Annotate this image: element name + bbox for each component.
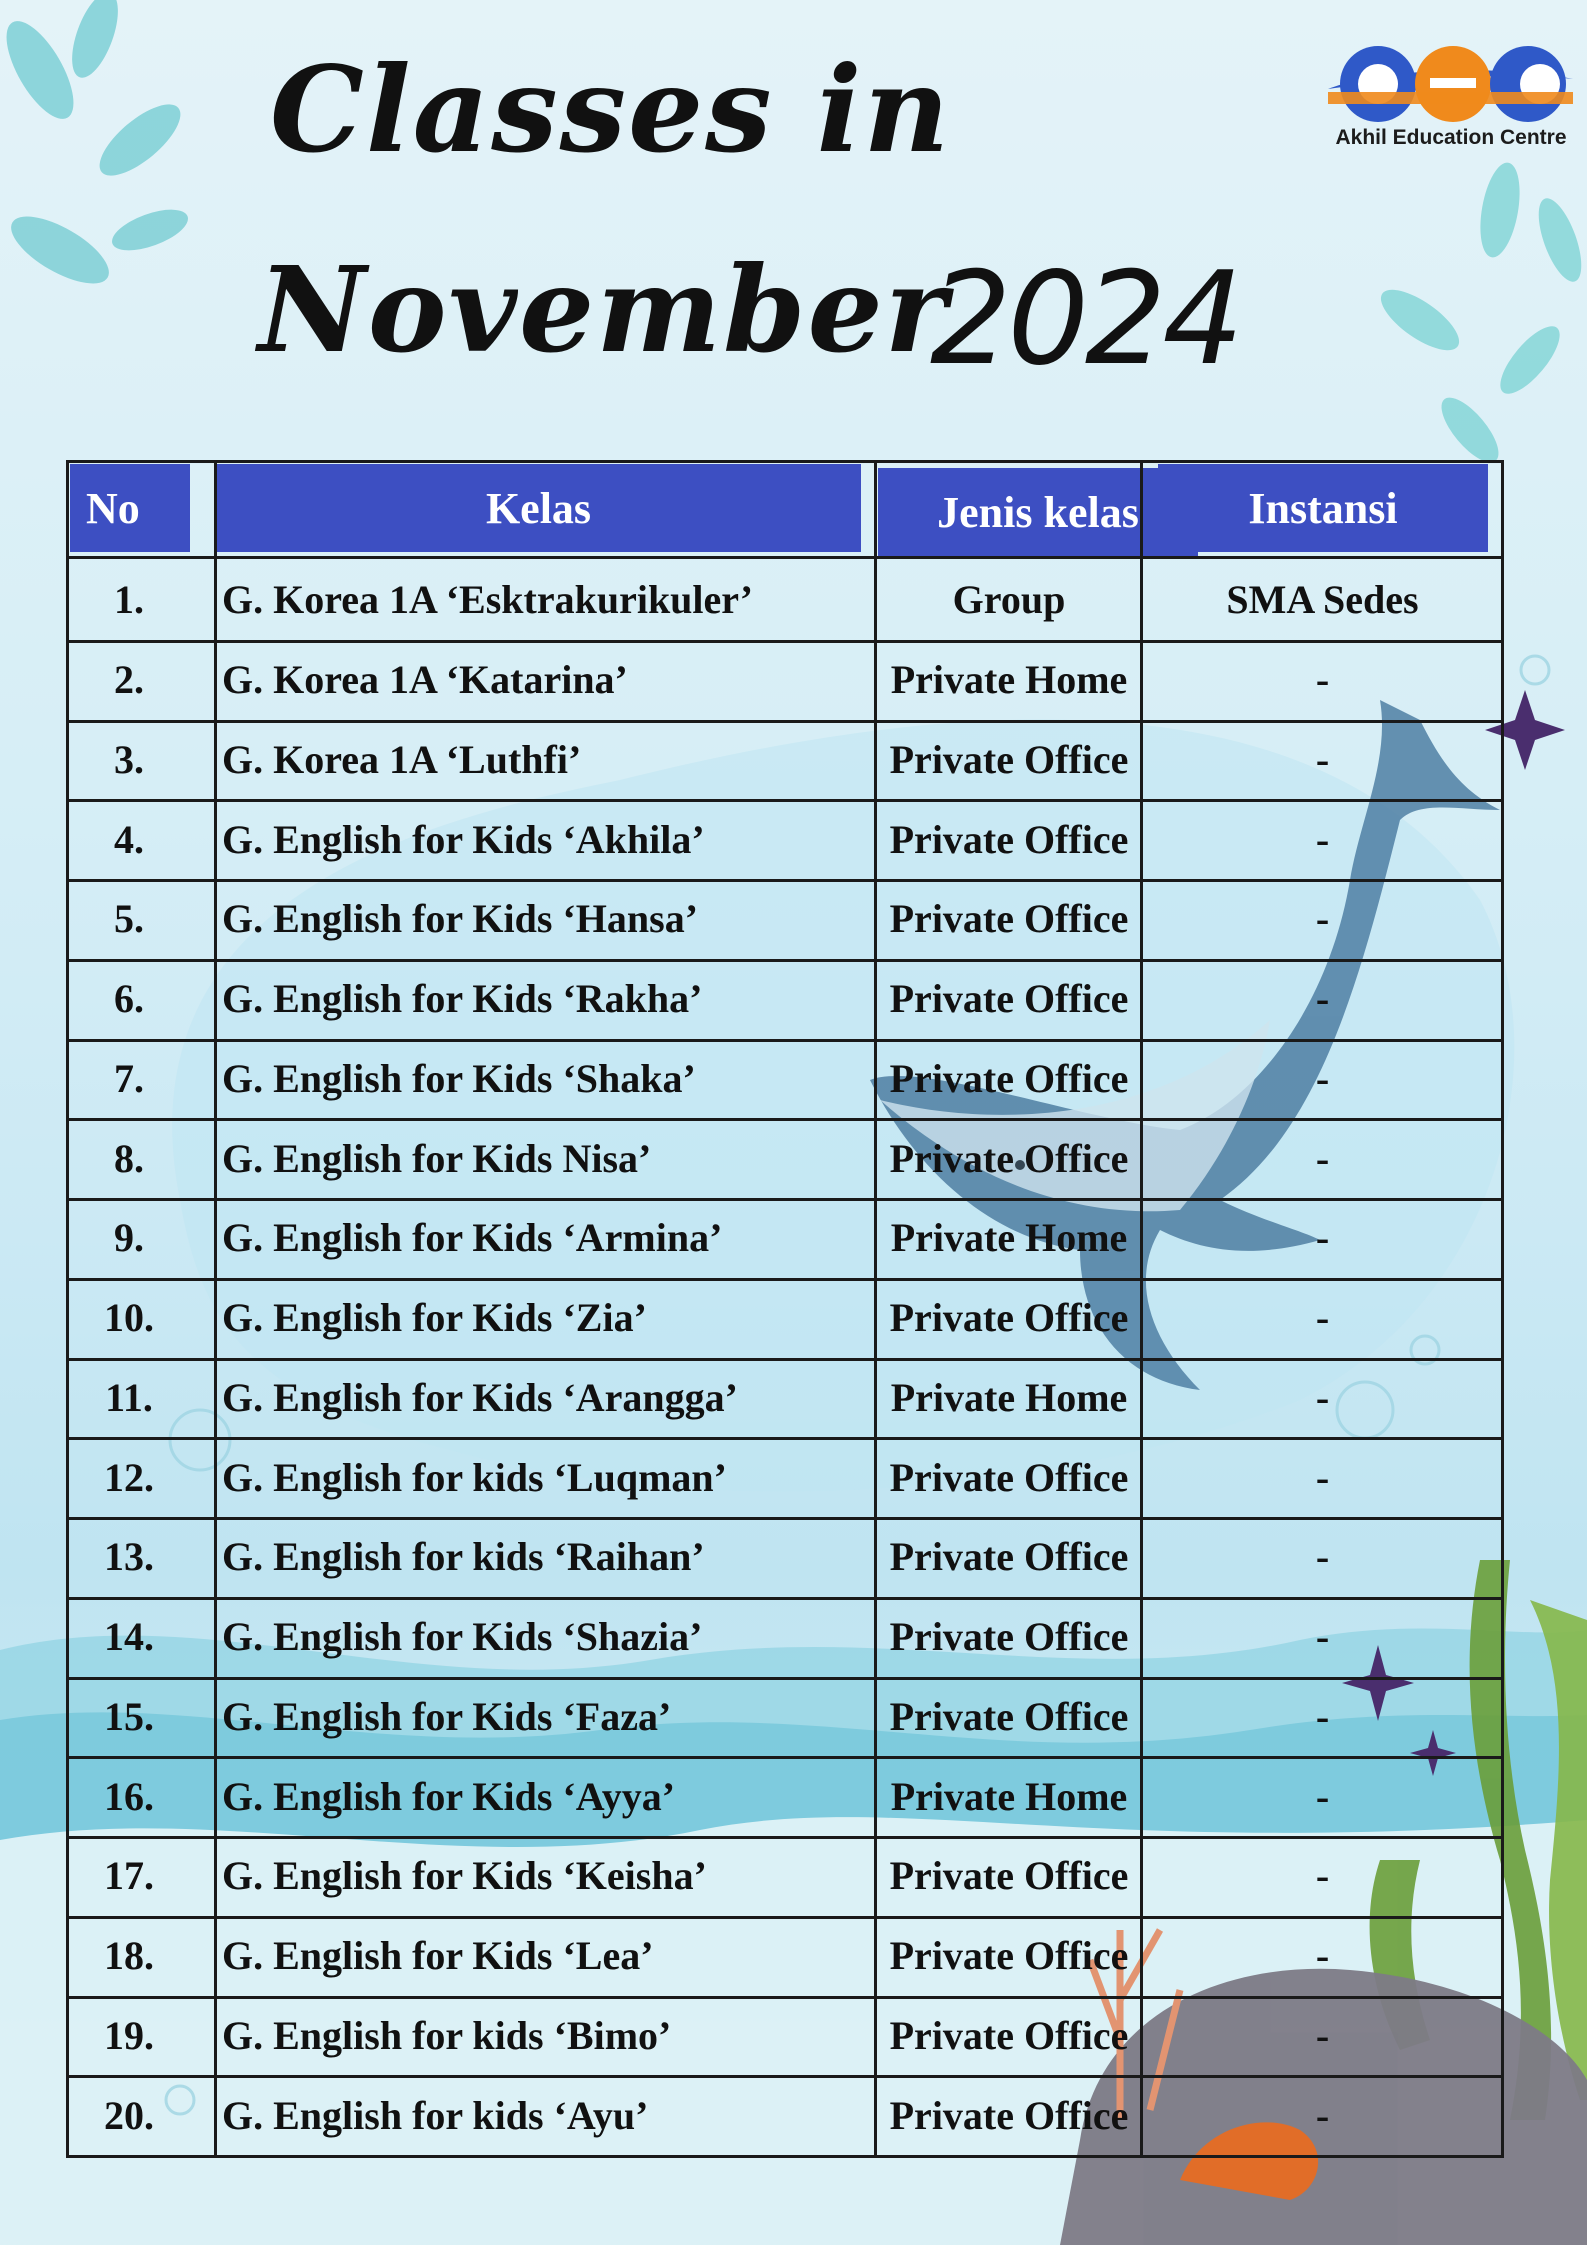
cell-kelas: G. English for Kids Nisa’ [222,1135,652,1181]
cell-instansi: - [1315,1374,1330,1420]
cell-instansi: - [1315,2092,1330,2138]
cell-no: 16. [104,1773,154,1819]
cell-jenis-kelas: Private Office [889,1693,1129,1739]
row-divider [66,799,1504,802]
row-divider [66,1437,1504,1440]
table-row [66,1039,1504,1119]
cell-no: 4. [114,816,144,862]
row-divider [66,1039,1504,1042]
cell-jenis-kelas: Private Home [890,1773,1128,1819]
cell-jenis-kelas: Private Office [889,1933,1129,1979]
table-row [66,2075,1504,2155]
table-row [66,959,1504,1039]
cell-kelas: G. English for Kids ‘Rakha’ [222,976,703,1022]
cell-instansi: - [1315,1215,1330,1261]
cell-kelas: G. English for kids ‘Bimo’ [222,2012,672,2058]
column-header-jenis-kelas: Jenis kelas [878,468,1198,556]
cell-instansi: - [1315,1773,1330,1819]
cell-kelas: G. English for Kids ‘Shaka’ [222,1055,696,1101]
cell-no: 19. [104,2012,154,2058]
cell-no: 8. [114,1135,144,1181]
cell-kelas: G. English for kids ‘Luqman’ [222,1454,727,1500]
page-title-line1: Classes in [270,40,952,179]
cell-kelas: G. Korea 1A ‘Luthfi’ [222,736,582,782]
cell-instansi: - [1315,1055,1330,1101]
cell-kelas: G. English for kids ‘Raihan’ [222,1534,705,1580]
row-divider [66,959,1504,962]
table-row [66,1437,1504,1517]
cell-instansi: - [1315,1614,1330,1660]
cell-jenis-kelas: Private Office [889,1534,1129,1580]
cell-no: 18. [104,1933,154,1979]
row-divider [66,1756,1504,1759]
cell-kelas: G. English for Kids ‘Armina’ [222,1215,723,1261]
row-divider [66,2155,1504,2158]
cell-jenis-kelas: Private Office [889,1295,1129,1341]
table-row [66,1517,1504,1597]
table-row [66,720,1504,800]
cell-no: 7. [114,1055,144,1101]
cell-jenis-kelas: Private Office [889,2092,1129,2138]
cell-jenis-kelas: Private Home [890,1374,1128,1420]
cell-kelas: G. English for Kids ‘Lea’ [222,1933,654,1979]
column-divider [214,460,217,2155]
cell-instansi: - [1315,1295,1330,1341]
cell-jenis-kelas: Private Office [889,1055,1129,1101]
cell-jenis-kelas: Private Office [889,976,1129,1022]
row-divider [66,1916,1504,1919]
cell-no: 13. [104,1534,154,1580]
table-row [66,1198,1504,1278]
row-divider [66,1358,1504,1361]
table-row [66,1278,1504,1358]
cell-kelas: G. English for Kids ‘Keisha’ [222,1853,707,1899]
table-row [66,1118,1504,1198]
table-row [66,1916,1504,1996]
table-row [66,640,1504,720]
cell-instansi: - [1315,816,1330,862]
cell-jenis-kelas: Group [952,577,1066,623]
classes-table [66,460,1504,2155]
row-divider [66,1836,1504,1839]
row-divider [66,1597,1504,1600]
cell-jenis-kelas: Private Office [889,1454,1129,1500]
row-divider [66,1118,1504,1121]
cell-instansi: - [1315,1853,1330,1899]
cell-kelas: G. English for Kids ‘Akhila’ [222,816,705,862]
row-divider [66,640,1504,643]
cell-jenis-kelas: Private Office [889,896,1129,942]
cell-instansi: - [1315,976,1330,1022]
table-row [66,1597,1504,1677]
table-row [66,560,1504,640]
cell-no: 11. [105,1374,153,1420]
cell-instansi: - [1315,896,1330,942]
row-divider [66,2075,1504,2078]
cell-kelas: G. English for kids ‘Ayu’ [222,2092,649,2138]
logo-caption: Akhil Education Centre [1335,126,1567,149]
table-row [66,1836,1504,1916]
cell-kelas: G. English for Kids ‘Arangga’ [222,1374,738,1420]
cell-kelas: G. Korea 1A ‘Katarina’ [222,657,628,703]
column-divider [66,460,69,2155]
cell-jenis-kelas: Private Office [889,2012,1129,2058]
leaves-top-left [0,0,193,297]
cell-instansi: - [1315,1933,1330,1979]
cell-no: 10. [104,1295,154,1341]
cell-instansi: - [1315,1135,1330,1181]
cell-jenis-kelas: Private Office [889,1135,1129,1181]
cell-no: 9. [114,1215,144,1261]
cell-no: 5. [114,896,144,942]
cell-instansi: - [1315,657,1330,703]
row-divider [66,1198,1504,1201]
cell-instansi: - [1315,2012,1330,2058]
cell-no: 12. [104,1454,154,1500]
cell-no: 20. [104,2092,154,2138]
cell-no: 15. [104,1693,154,1739]
column-divider [874,460,877,2155]
row-divider [66,720,1504,723]
table-row [66,1677,1504,1757]
cell-jenis-kelas: Private Home [890,1215,1128,1261]
cell-instansi: SMA Sedes [1226,577,1419,623]
page-title-line2: November [258,240,949,379]
cell-instansi: - [1315,1693,1330,1739]
cell-kelas: G. English for Kids ‘Hansa’ [222,896,699,942]
table-top-border [66,460,1504,463]
table-row [66,1996,1504,2076]
cell-no: 1. [114,577,144,623]
row-divider [66,556,1504,559]
cell-jenis-kelas: Private Office [889,736,1129,782]
cell-instansi: - [1315,736,1330,782]
cell-kelas: G. Korea 1A ‘Esktrakurikuler’ [222,577,754,623]
column-divider [1140,460,1143,2155]
cell-kelas: G. English for Kids ‘Faza’ [222,1693,672,1739]
cell-jenis-kelas: Private Home [890,657,1128,703]
table-row [66,1756,1504,1836]
cell-no: 2. [114,657,144,703]
table-row [66,1358,1504,1438]
cell-kelas: G. English for Kids ‘Ayya’ [222,1773,676,1819]
cell-instansi: - [1315,1534,1330,1580]
row-divider [66,1996,1504,1999]
table-row [66,799,1504,879]
leaves-top-right [1372,160,1587,471]
cell-no: 3. [114,736,144,782]
row-divider [66,879,1504,882]
page-title-year: 2024 [930,245,1240,394]
column-divider [1501,460,1504,2155]
cell-kelas: G. English for Kids ‘Shazia’ [222,1614,703,1660]
cell-jenis-kelas: Private Office [889,1853,1129,1899]
table-row [66,879,1504,959]
row-divider [66,1278,1504,1281]
row-divider [66,1517,1504,1520]
cell-no: 17. [104,1853,154,1899]
cell-no: 14. [104,1614,154,1660]
column-header-no: No [70,464,190,552]
column-header-kelas: Kelas [216,464,861,552]
row-divider [66,1677,1504,1680]
cell-no: 6. [114,976,144,1022]
cell-jenis-kelas: Private Office [889,816,1129,862]
cell-jenis-kelas: Private Office [889,1614,1129,1660]
cell-instansi: - [1315,1454,1330,1500]
cell-kelas: G. English for Kids ‘Zia’ [222,1295,647,1341]
column-header-instansi: Instansi [1158,464,1488,552]
